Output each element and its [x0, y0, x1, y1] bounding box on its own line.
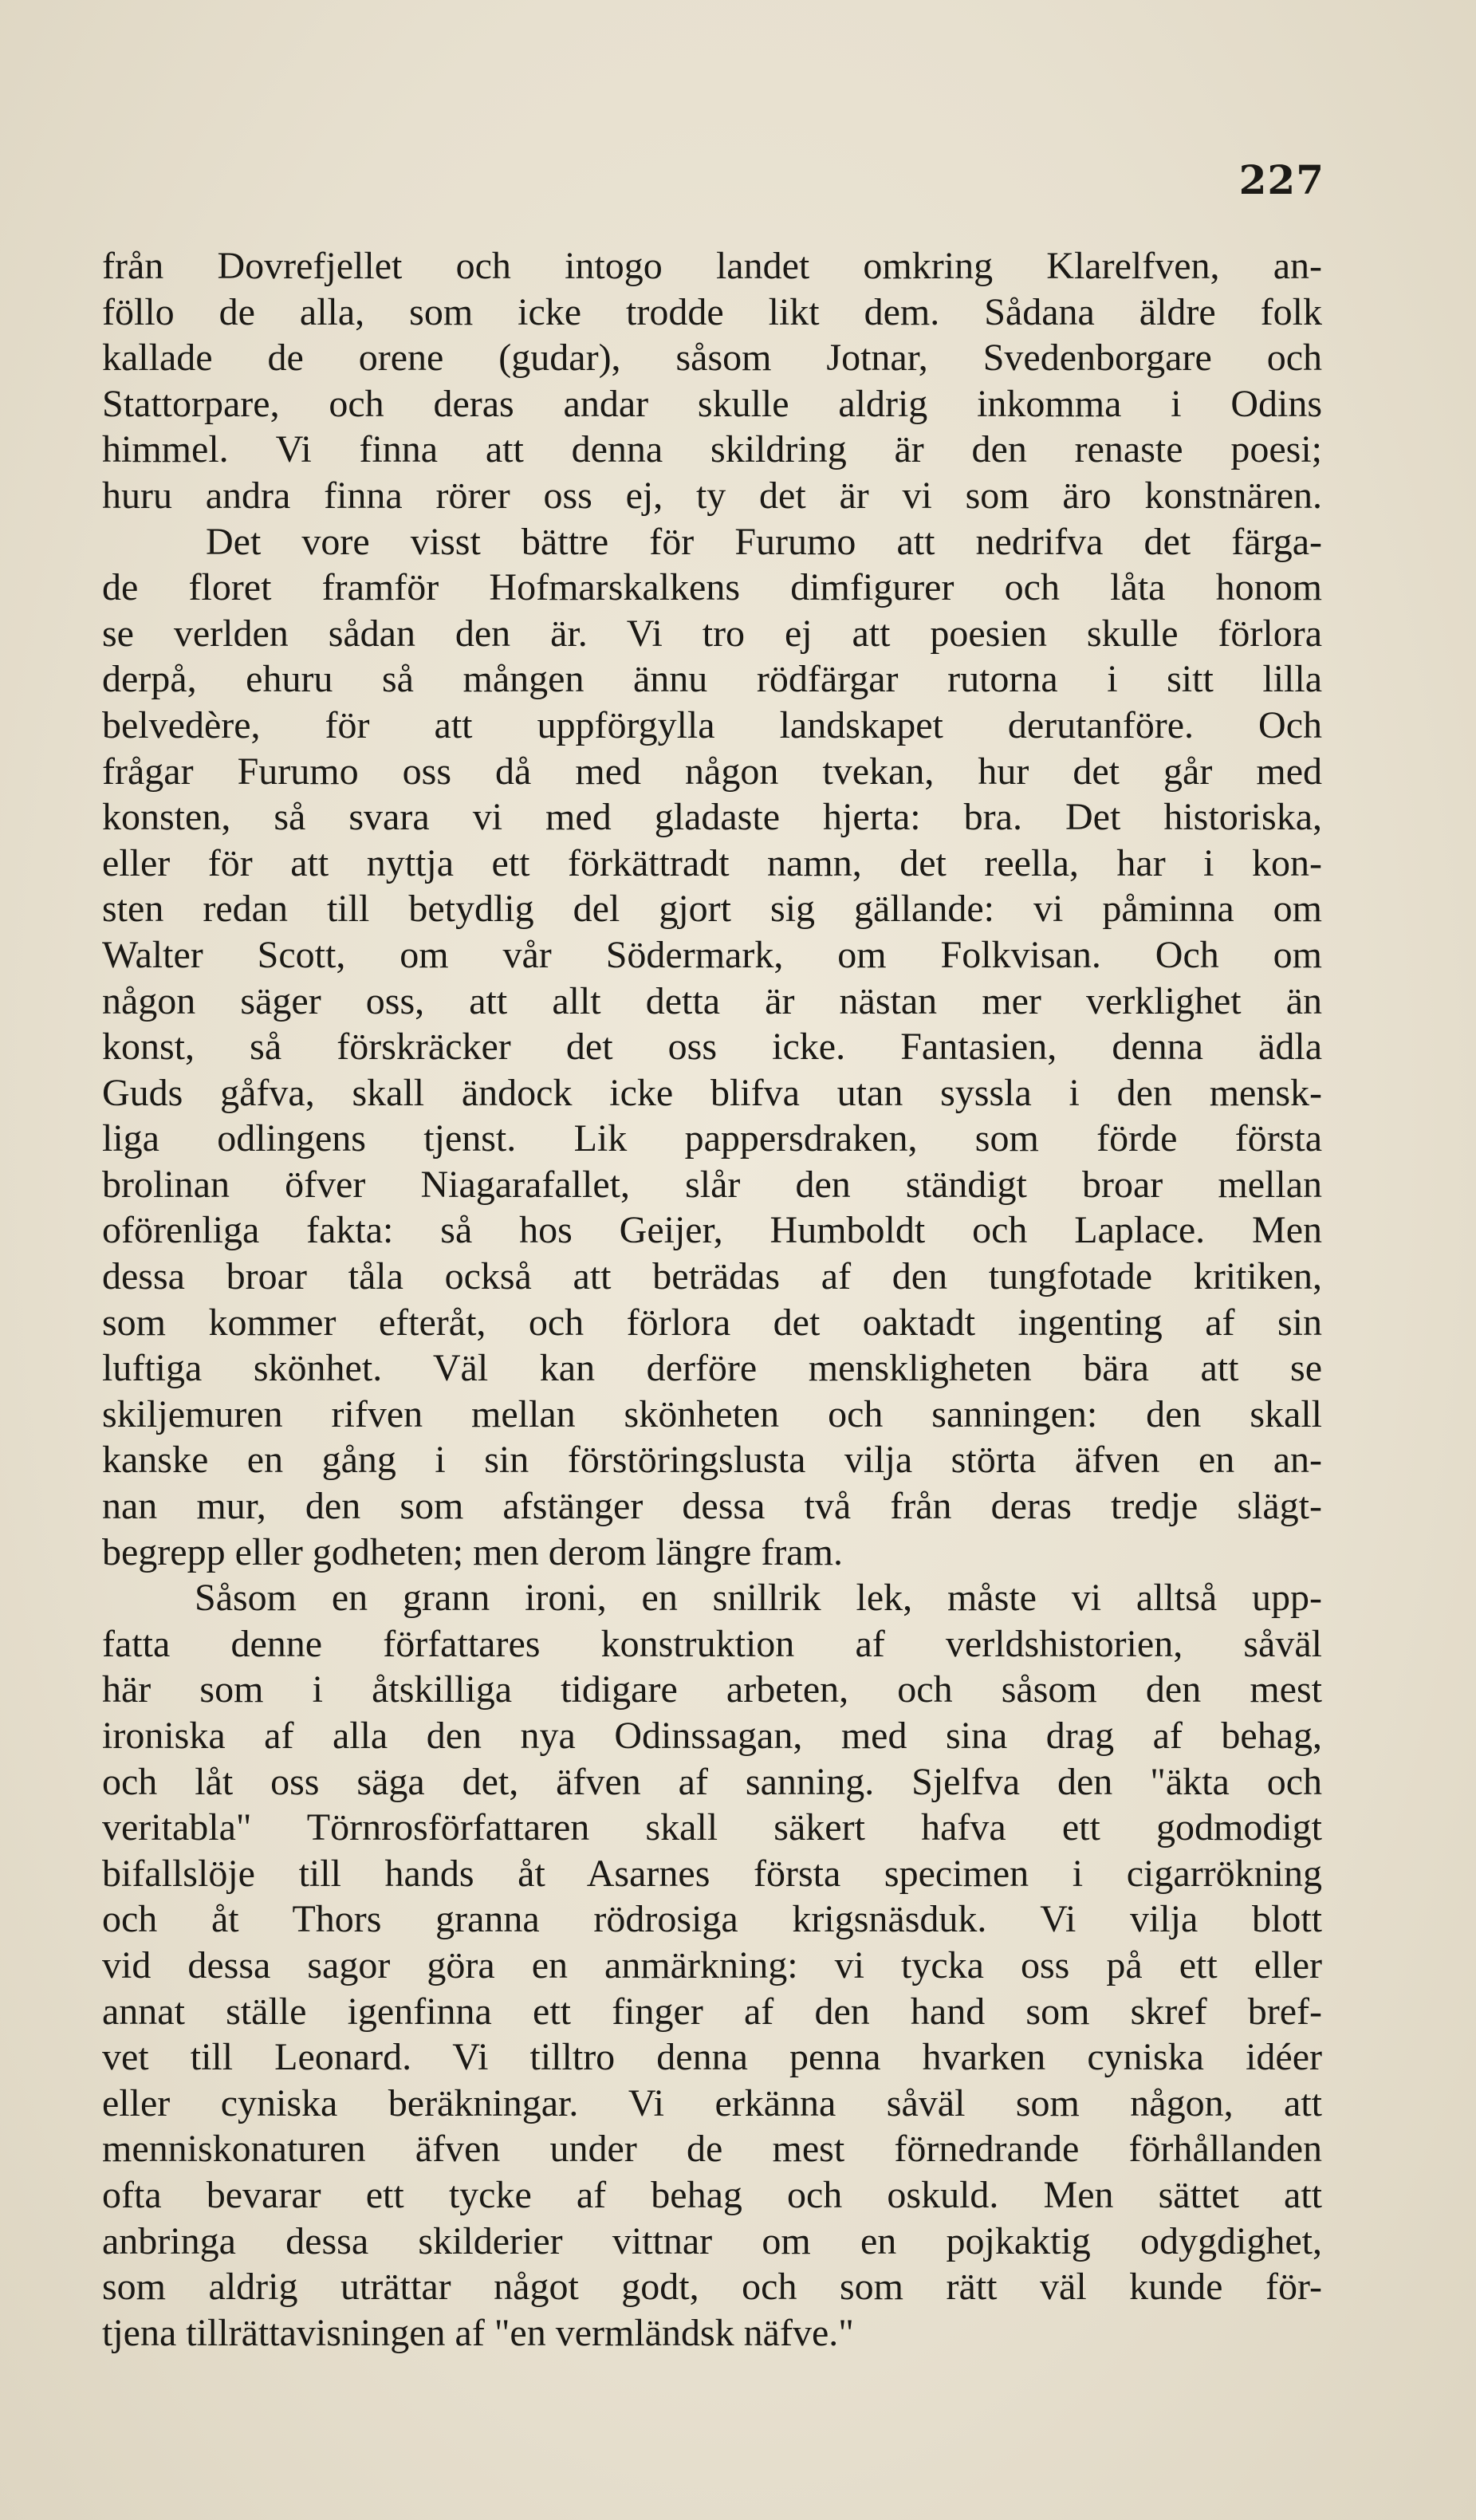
text-line: föllo de alla, som icke trodde likt dem. Sådana äldre folk — [102, 290, 1322, 333]
text-line: från Dovrefjellet och intogo landet omkring Klarelfven, an- — [102, 245, 1322, 287]
text-line: som aldrig uträttar något godt, och som rätt väl kunde för- — [102, 2266, 1322, 2309]
text-line: anbringa dessa skilderier vittnar om en pojkaktig odygdighet, — [102, 2219, 1322, 2262]
text-line: ofta bevarar ett tycke af behag och oskuld. Men sättet att — [102, 2173, 1322, 2216]
text-line: konsten, så svara vi med gladaste hjerta: bra. Det historiska, — [102, 796, 1322, 839]
text-line: vid dessa sagor göra en anmärkning: vi tycka oss på ett eller — [102, 1943, 1322, 1986]
text-line: belvedère, för att uppförgylla landskapet derutanföre. Och — [102, 703, 1322, 746]
page-number: 227 — [1238, 156, 1324, 203]
text-line: vet till Leonard. Vi tilltro denna penna hvarken cyniska idéer — [102, 2036, 1322, 2079]
text-line: himmel. Vi finna att denna skildring är den renaste poesi; — [102, 428, 1322, 471]
text-line: här som i åtskilliga tidigare arbeten, och såsom den mest — [102, 1668, 1322, 1711]
text-line: eller cyniska beräkningar. Vi erkänna såväl som någon, att — [102, 2081, 1322, 2124]
text-line: derpå, ehuru så mången ännu rödfärgar rutorna i sitt lilla — [102, 658, 1322, 701]
text-line: veritabla" Törnrosförfattaren skall säkert hafva ett godmodigt — [102, 1806, 1322, 1849]
text-line: dessa broar tåla också att beträdas af den tungfotade kritiken, — [102, 1255, 1322, 1298]
paragraph-start-line: Det vore visst bättre för Furumo att nedrifva det färga- — [206, 520, 1322, 563]
text-line: liga odlingens tjenst. Lik pappersdraken, som förde första — [102, 1117, 1322, 1160]
text-line: bifallslöje till hands åt Asarnes första specimen i cigarrökning — [102, 1852, 1322, 1895]
text-line: annat ställe igenfinna ett finger af den hand som skref bref- — [102, 1990, 1322, 2033]
text-line: de floret framför Hofmarskalkens dimfigurer och låta honom — [102, 566, 1322, 609]
text-line: ironiska af alla den nya Odinssagan, med sina drag af behag, — [102, 1715, 1322, 1757]
text-line: Guds gåfva, skall ändock icke blifva utan syssla i den mensk- — [102, 1071, 1322, 1114]
text-line: skiljemuren rifven mellan skönheten och sanningen: den skall — [102, 1392, 1322, 1435]
text-line: Stattorpare, och deras andar skulle aldrig inkomma i Odins — [102, 382, 1322, 425]
text-line: se verlden sådan den är. Vi tro ej att poesien skulle förlora — [102, 612, 1322, 655]
text-line: och låt oss säga det, äfven af sanning. Sjelfva den "äkta och — [102, 1760, 1322, 1803]
text-line: fatta denne författares konstruktion af verldshistorien, såväl — [102, 1622, 1322, 1665]
text-line: brolinan öfver Niagarafallet, slår den ständigt broar mellan — [102, 1163, 1322, 1206]
text-line: Walter Scott, om vår Södermark, om Folkvisan. Och om — [102, 933, 1322, 976]
text-line: huru andra finna rörer oss ej, ty det är vi som äro konstnären. — [102, 474, 1322, 517]
text-line: frågar Furumo oss då med någon tvekan, hur det går med — [102, 750, 1322, 793]
paragraph-start-line: Såsom en grann ironi, en snillrik lek, måste vi alltså upp- — [195, 1577, 1322, 1620]
text-line: konst, så förskräcker det oss icke. Fantasien, denna ädla — [102, 1026, 1322, 1069]
text-line: och åt Thors granna rödrosiga krigsnäsduk. Vi vilja blott — [102, 1898, 1322, 1941]
paragraph-end-line: tjena tillrättavisningen af "en vermländsk näfve." — [102, 2311, 854, 2354]
text-line: nan mur, den som afstänger dessa två från deras tredje slägt- — [102, 1485, 1322, 1528]
text-line: kallade de orene (gudar), såsom Jotnar, Svedenborgare och — [102, 337, 1322, 380]
text-line: som kommer efteråt, och förlora det oaktadt ingenting af sin — [102, 1301, 1322, 1344]
paragraph-end-line: begrepp eller godheten; men derom längre fram. — [102, 1530, 843, 1573]
text-line: kanske en gång i sin förstöringslusta vilja störta äfven en an- — [102, 1439, 1322, 1482]
text-line: sten redan till betydlig del gjort sig gällande: vi påminna om — [102, 888, 1322, 931]
text-line: luftiga skönhet. Väl kan derföre menskligheten bära att se — [102, 1347, 1322, 1390]
text-line: eller för att nyttja ett förkättradt namn, det reella, har i kon- — [102, 841, 1322, 884]
text-line: någon säger oss, att allt detta är nästan mer verklighet än — [102, 979, 1322, 1022]
body-text — [102, 243, 1322, 2356]
text-line: oförenliga fakta: så hos Geijer, Humboldt och Laplace. Men — [102, 1209, 1322, 1252]
text-line: menniskonaturen äfven under de mest förnedrande förhållanden — [102, 2128, 1322, 2171]
